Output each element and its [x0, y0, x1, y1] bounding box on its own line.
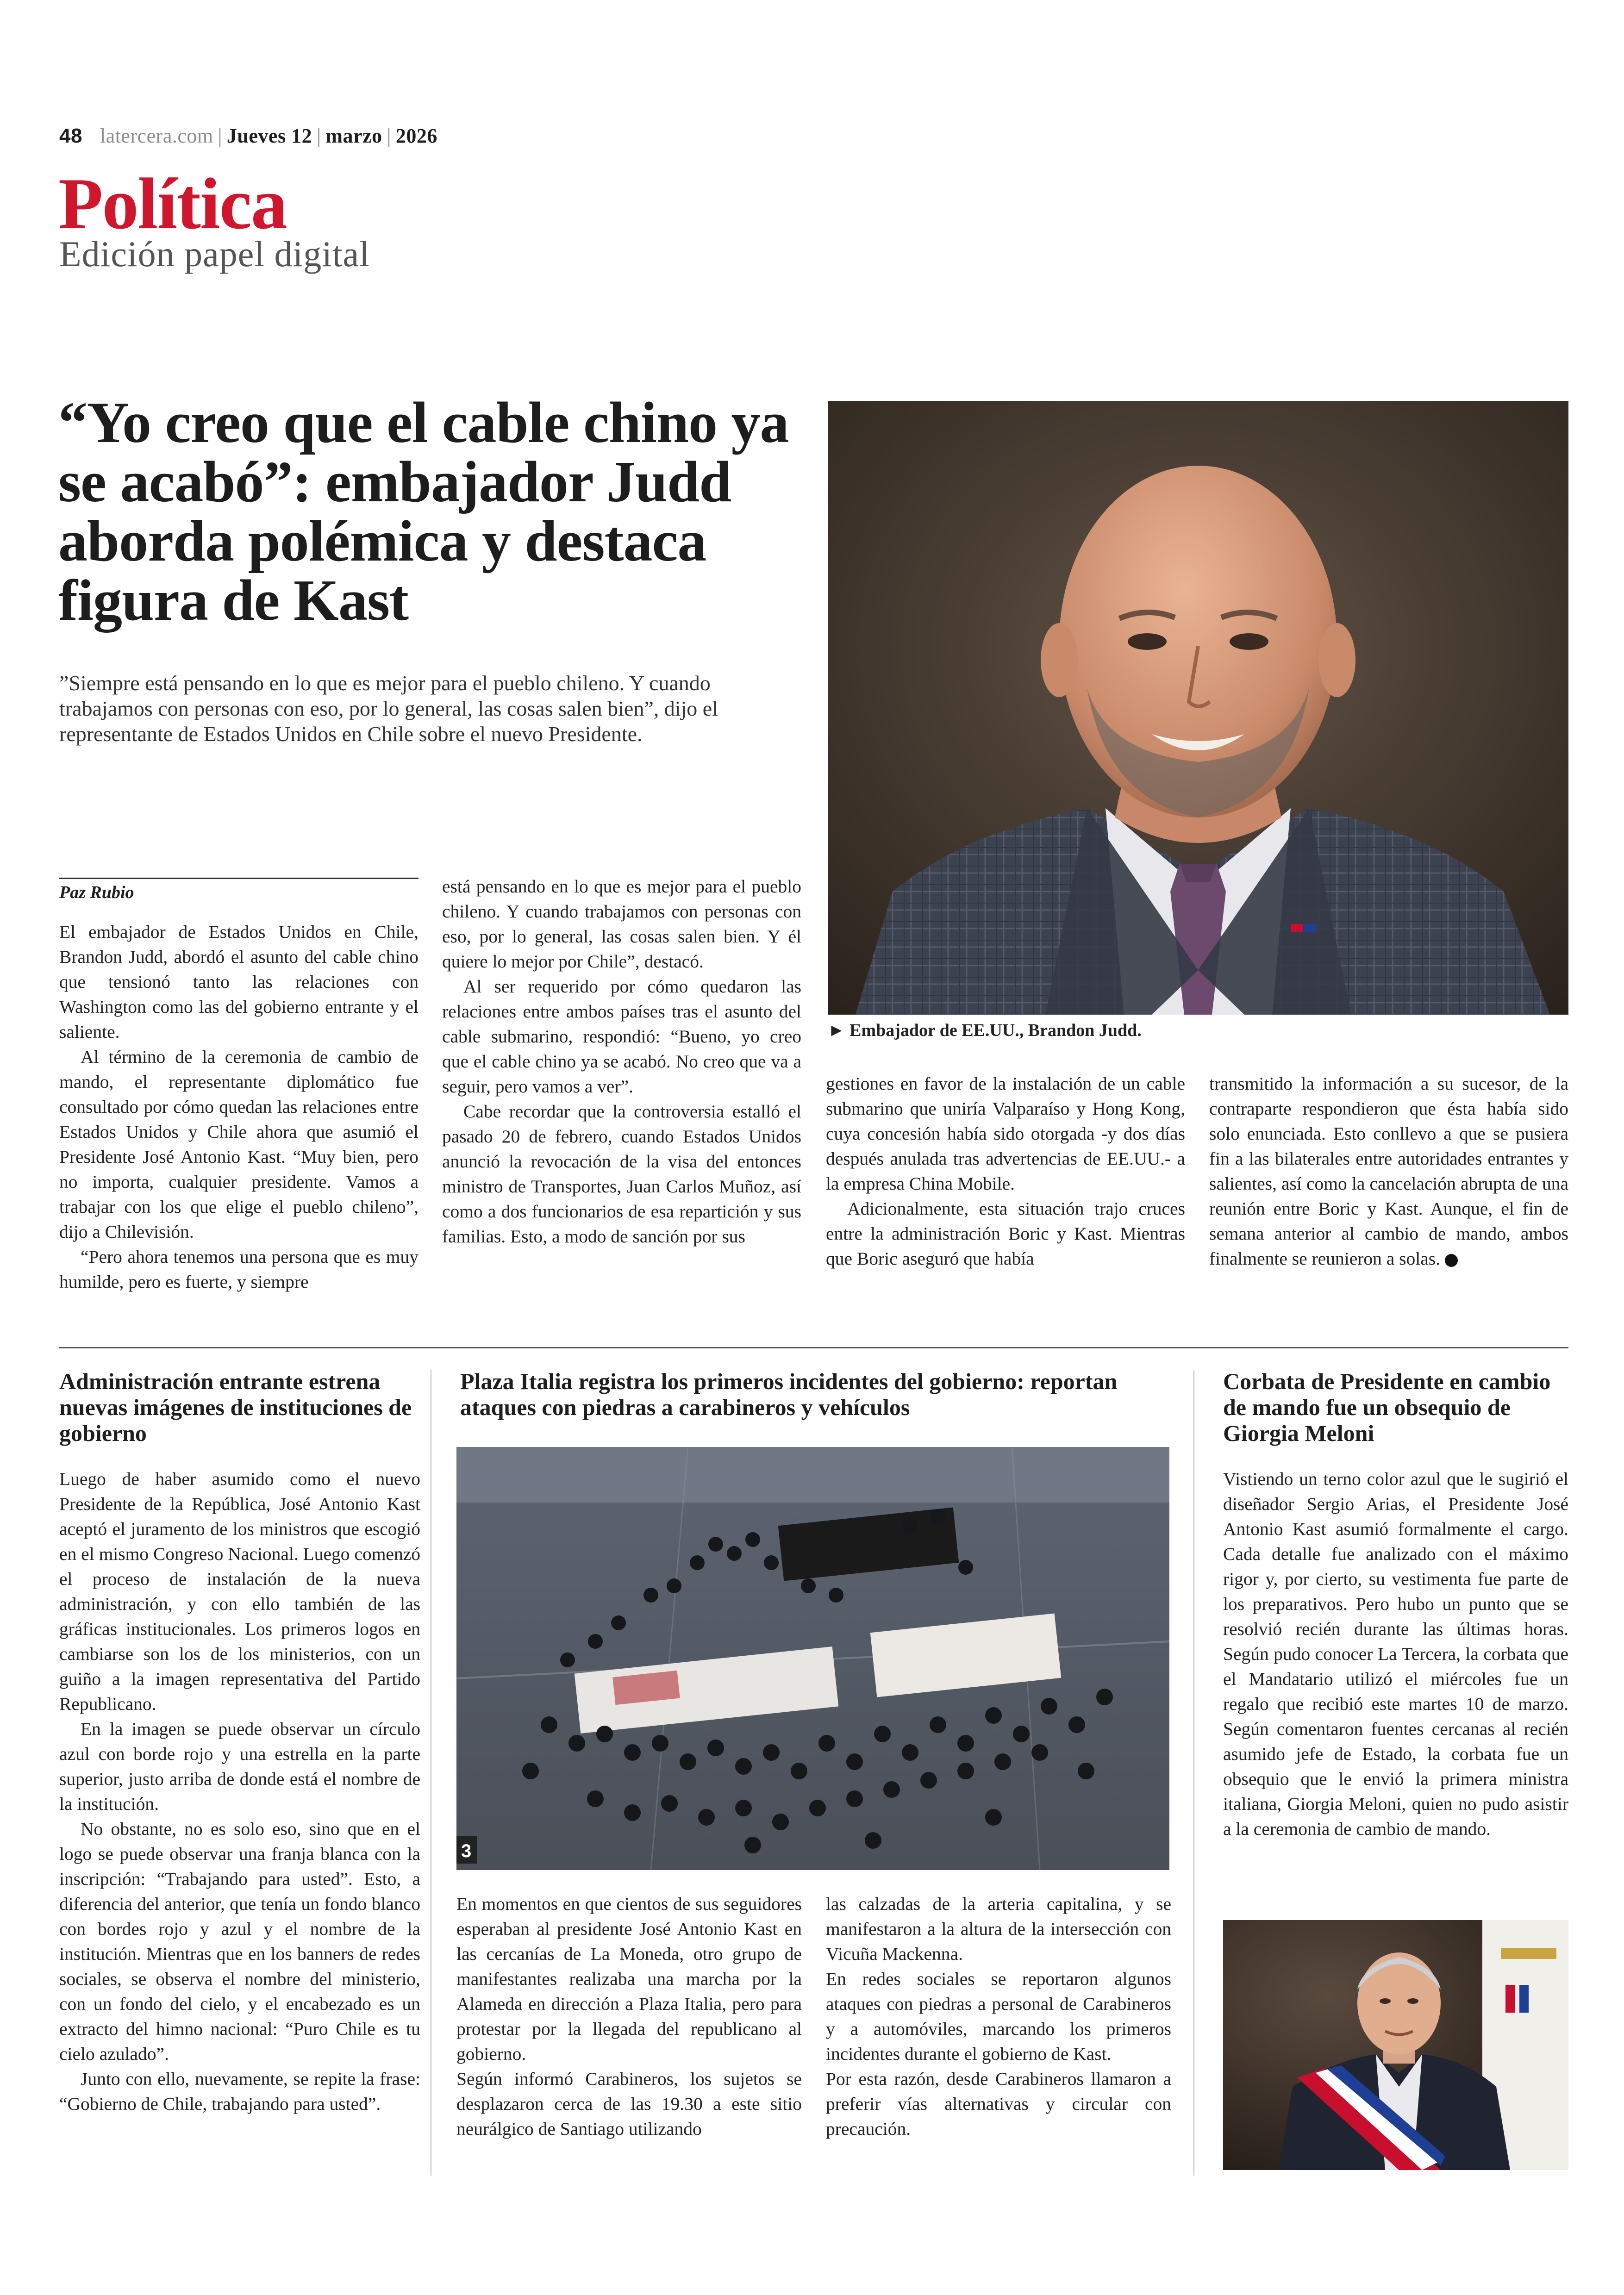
issue-year: 2026 — [395, 125, 437, 147]
paragraph: Al término de la ceremonia de cambio de mando, el representante diplomático fue consultado por cómo quedan las relaciones entre Estados Unidos y Chile ahora que asumió el Presidente José Antonio Kast. “Muy bien, pero no importa, cualquier presidente. Vamos a trabajar con los que elige el pueblo chileno”, dijo a Chilevisión. — [59, 1047, 418, 1242]
president-photo — [1223, 1920, 1568, 2170]
paragraph: En redes sociales se reportaron algunos ataques con piedras a personal de Carabineros y a automóviles, marcando los primeros incidentes durante el gobierno de Kast. — [826, 1969, 1171, 2064]
lead-headline: “Yo creo que el cable chino ya se acabó”: embajador Judd aborda polémica y destaca figura de Kast — [58, 391, 789, 633]
lead-column-1 — [59, 919, 418, 1294]
paragraph: gestiones en favor de la instalación de un cable submarino que uniría Valparaíso y Hong Kong, cuya concesión había sido otorgada -y dos días después anulada tras advertencias de EE.UU.- a la empresa China Mobile. — [826, 1073, 1185, 1194]
paragraph: El embajador de Estados Unidos en Chile, Brandon Judd, abordó el asunto del cable chino que tensionó tanto las relaciones con Washington como las del gobierno entrante y el saliente. — [59, 922, 418, 1042]
issue-day: Jueves 12 — [226, 125, 312, 147]
president-sash-illustration — [1223, 1920, 1568, 2170]
paragraph: está pensando en lo que es mejor para el pueblo chileno. Y cuando trabajamos con personas con eso, por lo general, las cosas salen bien. Y él quiere lo mejor por Chile”, destacó. — [442, 876, 801, 972]
box-right-body — [1223, 1466, 1568, 1841]
paragraph: En momentos en que cientos de sus seguidores esperaban al presidente José Antonio Kast en las cercanías de La Moneda, otro grupo de manifestantes realizaba una marcha por la Alameda en dirección a Plaza Italia, pero para protestar por la llegada del republicano al gobierno. — [456, 1894, 802, 2064]
paragraph: Por esta razón, desde Carabineros llamaron a preferir vías alternativas y circular con precaución. — [826, 2069, 1171, 2139]
box-left-title: Administración entrante estrena nuevas imágenes de instituciones de gobierno — [59, 1368, 412, 1446]
lead-deck: ”Siempre está pensando en lo que es mejor para el pueblo chileno. Y cuando trabajamos con personas con eso, por lo general, las cosas salen bien”, dijo el representante de Estados Unidos en Chile sobre el nuevo Presidente. — [59, 671, 718, 746]
box-middle-column-1 — [456, 1891, 802, 2141]
ambassador-portrait-illustration — [828, 401, 1568, 1015]
box-left-body — [59, 1466, 420, 2116]
photo-index-label: 3 — [461, 1841, 472, 1861]
box-middle-title: Plaza Italia registra los primeros incidentes del gobierno: reportan ataques con piedras a carabineros y vehículos — [460, 1368, 1118, 1420]
paragraph: Según informó Carabineros, los sujetos se desplazaron cerca de las 19.30 a este sitio neurálgico de Santiago utilizando — [456, 2069, 802, 2139]
box-right-title: Corbata de Presidente en cambio de mando fue un obsequio de Giorgia Meloni — [1223, 1368, 1551, 1446]
section-title: Política — [58, 163, 287, 244]
ambassador-photo — [828, 401, 1568, 1015]
byline: Paz Rubio — [59, 883, 134, 902]
issue-month: marzo — [325, 125, 382, 147]
paragraph: Cabe recordar que la controversia estalló el pasado 20 de febrero, cuando Estados Unidos anunció la revocación de la visa del entonces ministro de Transportes, Juan Carlos Muñoz, así como a dos funcionarios de esa repartición y sus familias. Esto, a modo de sanción por sus — [442, 1101, 801, 1247]
paragraph: transmitido la información a su sucesor, de la contraparte respondieron que ésta había sido solo enunciada. Esto conllevo a que se pusiera fin a las bilaterales entre autoridades entrantes y salientes, así como la cancelación abrupta de una reunión entre Boric y Kast. Aunque, el fin de semana anterior al cambio de mando, ambos finalmente se reunieron a solas. — [1209, 1073, 1568, 1269]
page-number: 48 — [59, 125, 82, 147]
paragraph: Vistiendo un terno color azul que le sugirió el diseñador Sergio Arias, el Presidente José Antonio Kast asumió formalmente el cargo. Cada detalle fue analizado con el máximo rigor y, por cierto, su vestimenta fue parte de los preparativos. Pero hubo un punto que se resolvió recién durante las últimas horas. Según pudo conocer La Tercera, la corbata que el Mandatario utilizó el miércoles fue un regalo que recibió este martes 10 de marzo. Según comentaron fuentes cercanas al recién asumido jefe de Estado, la corbata fue un obsequio que le envió la primera ministra italiana, Giorgia Meloni, quien no pudo asistir a la ceremonia de cambio de mando. — [1223, 1469, 1568, 1839]
lead-column-3 — [826, 1071, 1185, 1271]
folio-line: 48 latercera.com | Jueves 12 | marzo | 2026 — [59, 125, 437, 147]
paragraph: Al ser requerido por cómo quedaron las relaciones entre ambos países tras el asunto del cable submarino, respondió: “Bueno, yo creo que el cable chino ya se acabó. No creo que va a seguir, pero vamos a ver”. — [442, 976, 801, 1097]
lead-column-4 — [1209, 1071, 1568, 1271]
site-name[interactable]: latercera.com — [100, 125, 213, 147]
box-middle-column-2 — [826, 1891, 1171, 2141]
paragraph: No obstante, no es solo eso, sino que en el logo se puede observar una franja blanca con la inscripción: “Trabajando para usted”. Esto, a diferencia del anterior, que tenía un fondo blanco con bordes rojo y azul y el nombre de la institución. Mientras que en los banners de redes sociales, se observa el nombre del ministerio, con un fondo del cielo, y el encabezado es un extracto del himno nacional: “Puro Chile es tu cielo azulado”. — [59, 1819, 420, 2064]
column-divider — [1193, 1370, 1194, 2176]
paragraph: Junto con ello, nuevamente, se repite la frase: “Gobierno de Chile, trabajando para usted”. — [59, 2069, 420, 2114]
section-divider — [59, 1347, 1568, 1348]
paragraph: “Pero ahora tenemos una persona que es muy humilde, pero es fuerte, y siempre — [59, 1247, 418, 1292]
protest-crowd-illustration — [456, 1447, 1169, 1870]
lead-column-2 — [442, 874, 801, 1249]
paragraph: Adicionalmente, esta situación trajo cruces entre la administración Boric y Kast. Mientras que Boric aseguró que había — [826, 1198, 1185, 1269]
end-of-story-icon — [1445, 1254, 1458, 1267]
section-subtitle: Edición papel digital — [59, 234, 370, 274]
paragraph: las calzadas de la arteria capitalina, y se manifestaron a la altura de la intersección con Vicuña Mackenna. — [826, 1894, 1171, 1964]
photo-caption: ► Embajador de EE.UU., Brandon Judd. — [828, 1021, 1142, 1040]
paragraph: Luego de haber asumido como el nuevo Presidente de la República, José Antonio Kast aceptó el juramento de los ministros que escogió en el mismo Congreso Nacional. Luego comenzó el proceso de instalación de la nueva administración, y con ello también de las gráficas institucionales. Los primeros logos en cambiarse son los de los ministerios, con un guiño a la imagen representativa del Partido Republicano. — [59, 1469, 420, 1714]
protest-photo — [456, 1447, 1169, 1870]
paragraph: En la imagen se puede observar un círculo azul con borde rojo y una estrella en la parte superior, justo arriba de donde está el nombre de la institución. — [59, 1719, 420, 1814]
byline-rule — [59, 878, 418, 879]
